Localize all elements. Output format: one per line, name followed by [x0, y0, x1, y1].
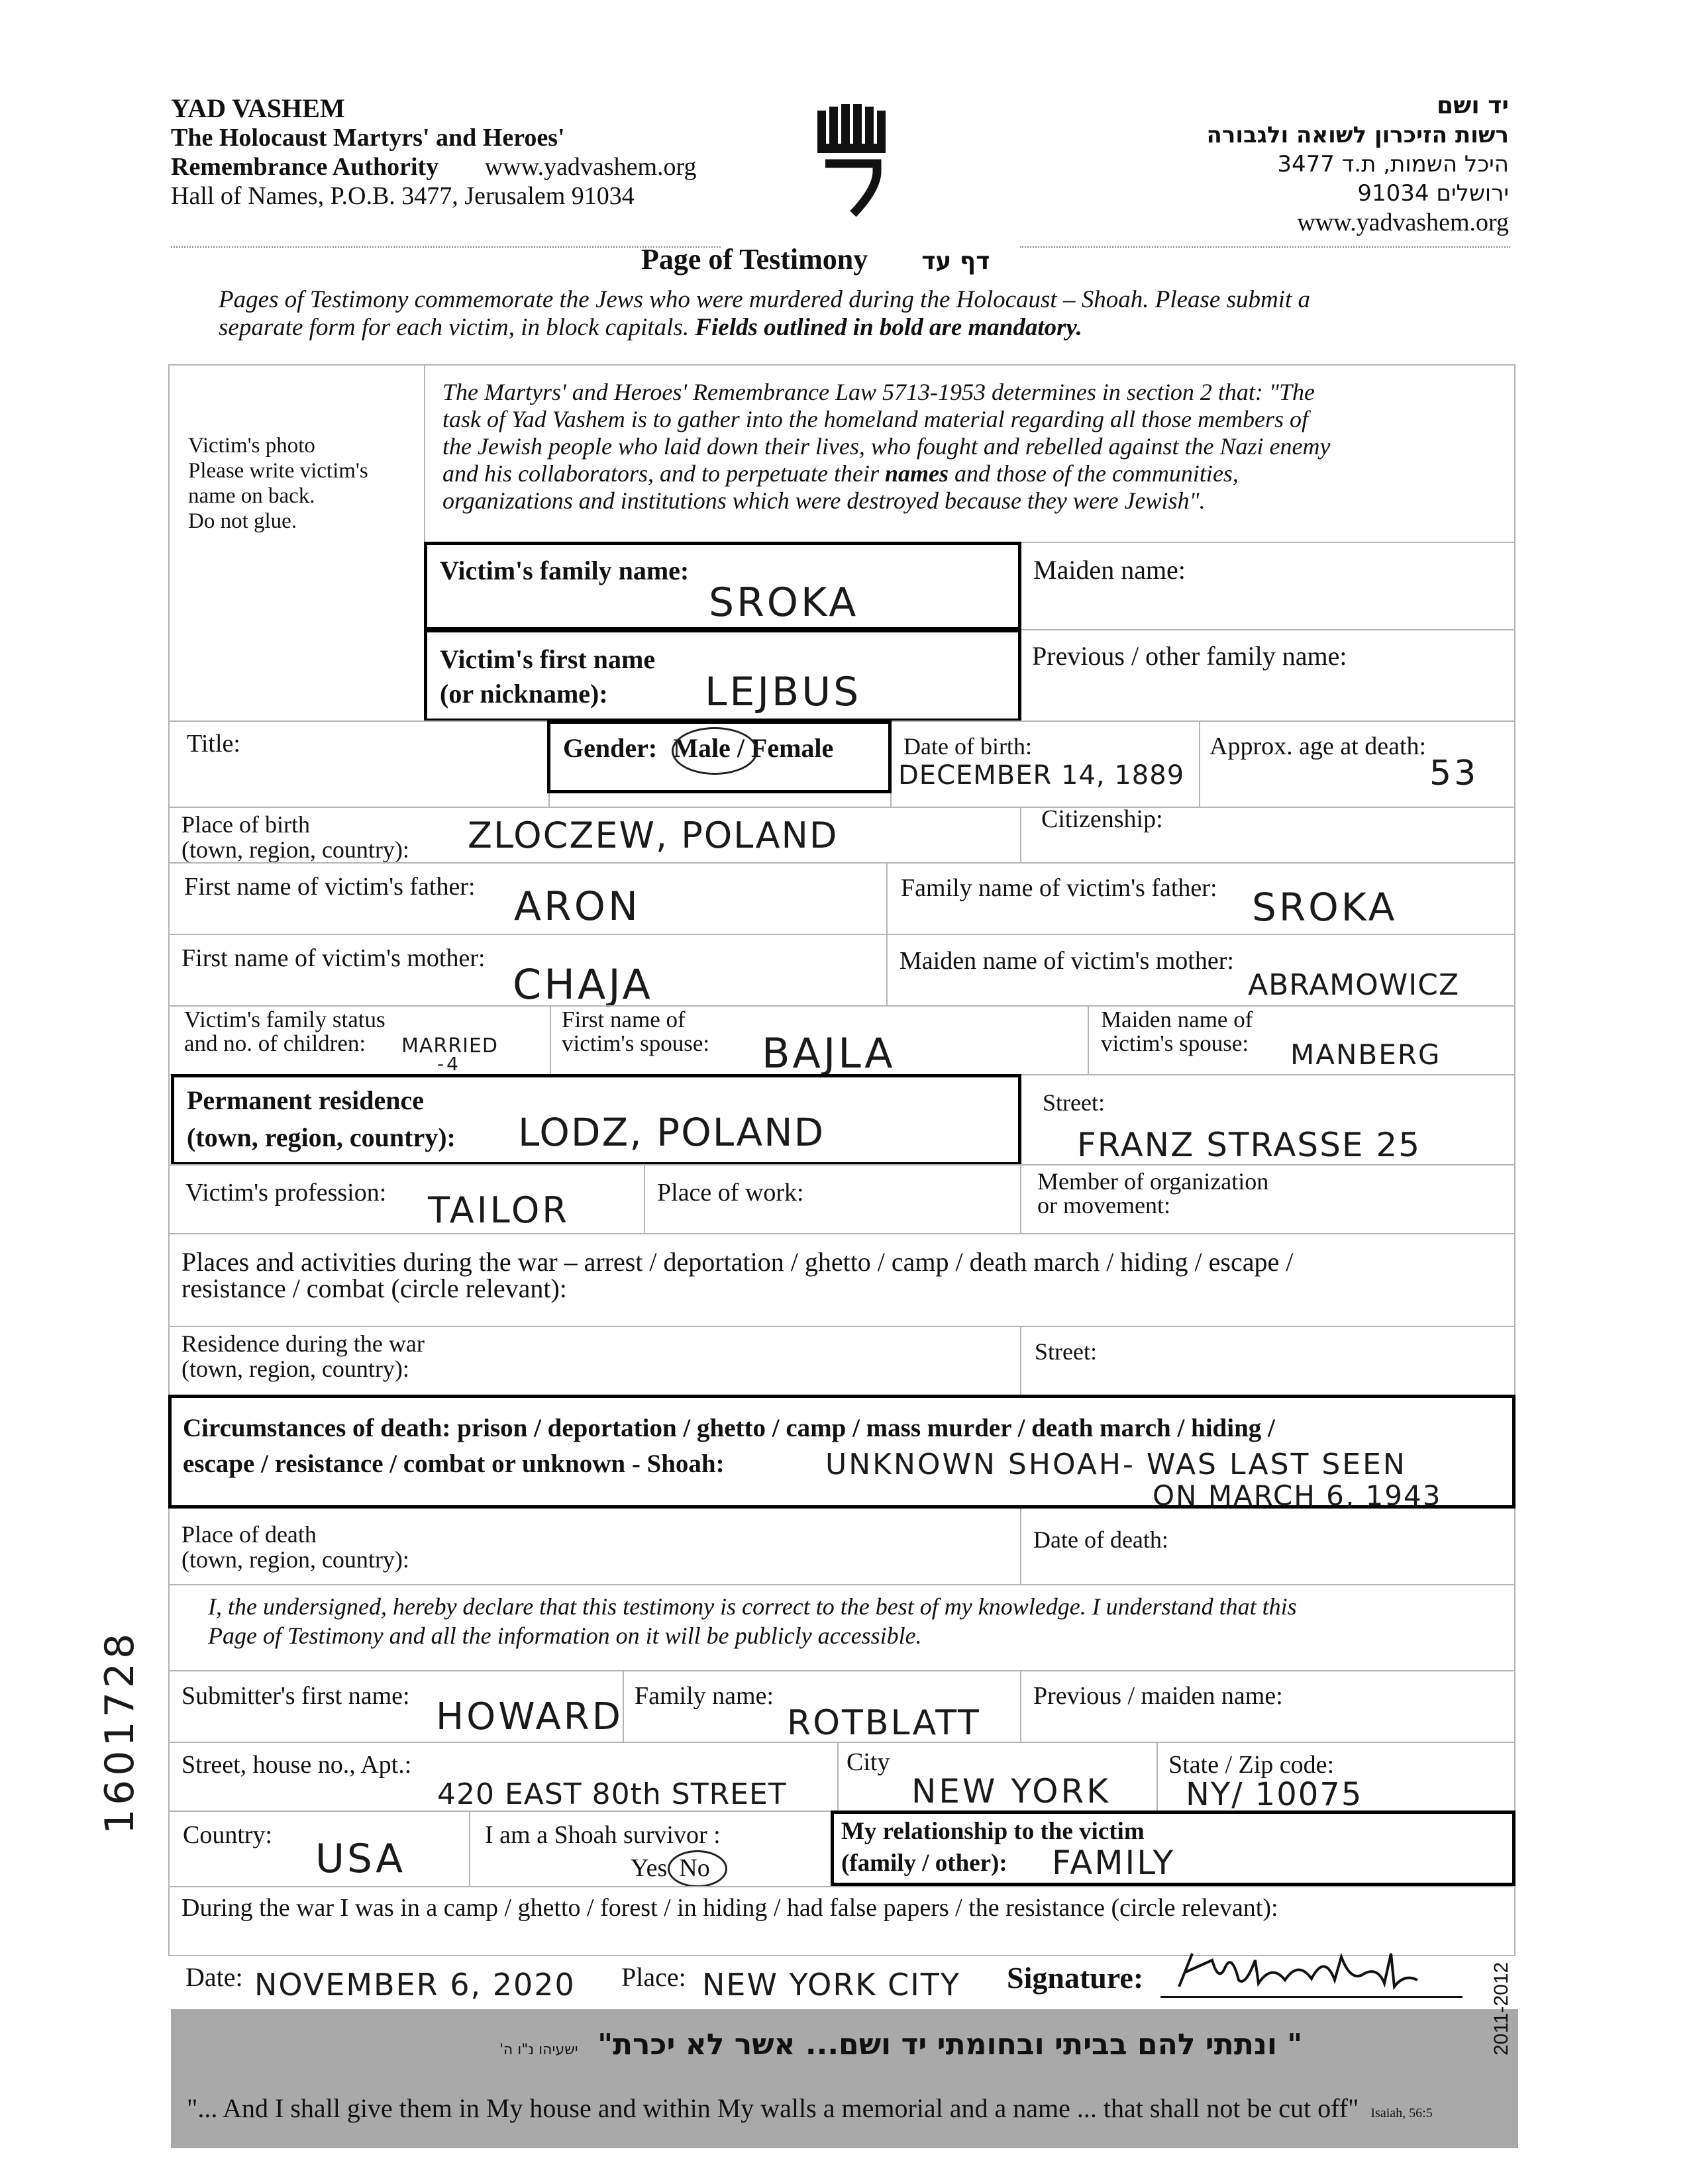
submitter-state-label: State / Zip code: — [1168, 1751, 1335, 1779]
en-quote-text: "... And I shall give them in My house and within My walls a memorial and a name ... that shall not be cut off" — [187, 2093, 1359, 2123]
yad-vashem-menorah-logo — [813, 103, 893, 219]
residence-label-1: Permanent residence — [187, 1085, 425, 1115]
law-line-2: task of Yad Vashem is to gather into the homeland material regarding all those members of — [442, 406, 1308, 432]
survivor-no-circle — [668, 1850, 727, 1887]
date-label: Date: — [185, 1962, 243, 1992]
pob-label-1: Place of birth — [181, 811, 310, 838]
header-divider-left — [171, 246, 721, 248]
first-name-label — [440, 642, 655, 711]
org-website: www.yadvashem.org — [484, 153, 697, 181]
war-places-label — [181, 1249, 1293, 1302]
declaration-text — [208, 1592, 1297, 1650]
en-quote — [187, 2093, 1433, 2124]
org-line-3: Remembrance Authority — [171, 153, 439, 181]
residence-label-2: (town, region, country): — [187, 1122, 456, 1152]
spouse-first-label-2: victim's spouse: — [562, 1030, 710, 1056]
footer-fields — [185, 1961, 243, 1993]
circumstances-label-2: escape / resistance / combat or unknown - Shoah: — [183, 1450, 725, 1478]
circumstances-label-1: Circumstances of death: prison / deportation / ghetto / camp / mass murder / death march / hiding / — [183, 1414, 1275, 1442]
gender-label: Gender: — [563, 733, 658, 763]
status-label-2: and no. of children: — [184, 1030, 366, 1056]
age-value: 53 — [1429, 754, 1479, 793]
org-name: YAD VASHEM — [171, 93, 345, 123]
submitter-country-label: Country: — [183, 1821, 273, 1849]
signature-label: Signature: — [1007, 1961, 1144, 1995]
war-places-label-2: resistance / combat (circle relevant): — [181, 1273, 567, 1303]
submitter-state-value: NY/ 10075 — [1186, 1776, 1363, 1813]
pob-label — [181, 812, 409, 862]
photo-box[interactable] — [188, 433, 368, 534]
org-line-2: The Holocaust Martyrs' and Heroes' — [171, 124, 565, 152]
submitter-family-label: Family name: — [635, 1682, 774, 1710]
date-value: NOVEMBER 6, 2020 — [254, 1967, 576, 2003]
heb-org-line-3: היכל השמות, ת.ד 3477 — [1277, 151, 1509, 177]
survivor-no-option[interactable]: No — [679, 1854, 710, 1882]
children-value: -4 — [437, 1053, 461, 1075]
father-first-label: First name of victim's father: — [184, 873, 476, 901]
relationship-label-2: (family / other): — [841, 1850, 1007, 1877]
law-line-3: the Jewish people who laid down their lives, who fought and rebelled against the Nazi enemy — [442, 433, 1331, 460]
dob-label: Date of birth: — [903, 733, 1032, 760]
profession-value: TAILOR — [428, 1189, 570, 1231]
war-places-label-1: Places and activities during the war – arrest / deportation / ghetto / camp / death march / hiding / escape / — [181, 1247, 1294, 1277]
street-value: FRANZ STRASSE 25 — [1077, 1126, 1421, 1164]
law-text — [442, 379, 1331, 515]
photo-label-4: Do not glue. — [188, 509, 297, 533]
status-label-1: Victim's family status — [184, 1007, 386, 1032]
spouse-first-label-1: First name of — [562, 1007, 686, 1032]
heb-website: www.yadvashem.org — [1297, 209, 1509, 236]
circumstances-value-2: ON MARCH 6, 1943 — [1153, 1479, 1442, 1512]
spouse-maiden-value: MANBERG — [1290, 1038, 1441, 1071]
citizenship-label: Citizenship: — [1041, 805, 1163, 833]
page-title-en: Page of Testimony — [641, 243, 868, 275]
org-header-left — [171, 94, 696, 211]
father-family-label: Family name of victim's father: — [901, 874, 1217, 902]
gender-male-circle — [672, 727, 758, 775]
intro-line-2: separate form for each victim, in block capitals. — [219, 314, 695, 341]
relationship-label-1: My relationship to the victim — [841, 1818, 1145, 1845]
submitter-camp-label: During the war I was in a camp / ghetto / forest / in hiding / had false papers / the resistance (circle relevant): — [181, 1894, 1278, 1922]
workplace-label: Place of work: — [657, 1179, 804, 1207]
intro-line-1: Pages of Testimony commemorate the Jews who were murdered during the Holocaust – Shoah. Please submit a — [219, 286, 1311, 313]
status-value: MARRIED — [401, 1034, 498, 1058]
org-address: Hall of Names, P.O.B. 3477, Jerusalem 91034 — [171, 182, 635, 210]
margin-number: 1601728 — [97, 1629, 143, 1834]
declaration-line-2: Page of Testimony and all the information on it will be publicly accessible. — [208, 1622, 922, 1649]
place-value: NEW YORK CITY — [702, 1967, 961, 2003]
spouse-maiden-label-1: Maiden name of — [1101, 1007, 1253, 1032]
heb-org-line-4: ירושלים 91034 — [1357, 180, 1509, 207]
submitter-street-value: 420 EAST 80th STREET — [437, 1777, 787, 1811]
war-residence-label-1: Residence during the war — [181, 1330, 425, 1357]
form-year: 2011-2012 — [1490, 1961, 1512, 2056]
first-name-label-2: (or nickname): — [440, 679, 608, 709]
law-line-4a: and his collaborators, and to perpetuate their — [442, 460, 885, 487]
submitter-street-label: Street, house no., Apt.: — [181, 1751, 412, 1779]
residence-label — [187, 1082, 456, 1156]
residence-value: LODZ, POLAND — [518, 1110, 825, 1155]
en-quote-cite: Isaiah, 56:5 — [1370, 2106, 1433, 2120]
photo-label-2: Please write victim's — [188, 459, 368, 483]
page-title — [641, 242, 990, 276]
title-label: Title: — [187, 730, 240, 758]
father-family-value: SROKA — [1252, 885, 1398, 930]
law-line-1: The Martyrs' and Heroes' Remembrance Law 5713-1953 determines in section 2 that: "The — [442, 379, 1315, 405]
dob-value: DECEMBER 14, 1889 — [898, 760, 1185, 791]
mandatory-note: Fields outlined in bold are mandatory. — [695, 314, 1082, 341]
survivor-label: I am a Shoah survivor : — [485, 1821, 721, 1849]
relationship-value: FAMILY — [1052, 1844, 1176, 1882]
intro-text — [219, 286, 1310, 342]
law-line-4b: names — [884, 460, 949, 487]
submitter-city-label: City — [847, 1748, 890, 1776]
pod-label-2: (town, region, country): — [181, 1546, 409, 1573]
mother-maiden-label: Maiden name of victim's mother: — [900, 947, 1234, 975]
org-header-right — [1206, 91, 1509, 237]
street-label: Street: — [1043, 1089, 1105, 1116]
mother-maiden-value: ABRAMOWICZ — [1248, 968, 1460, 1002]
previous-name-label: Previous / other family name: — [1032, 641, 1347, 671]
war-residence-label — [181, 1331, 425, 1381]
submitter-first-label: Submitter's first name: — [181, 1682, 410, 1710]
family-name-value: SROKA — [709, 579, 859, 626]
father-first-value: ARON — [514, 883, 641, 930]
survivor-yes-option[interactable]: Yes — [631, 1854, 668, 1882]
photo-label-3: name on back. — [188, 484, 315, 508]
pob-label-2: (town, region, country): — [181, 836, 409, 863]
submitter-family-value: ROTBLATT — [787, 1703, 981, 1743]
spouse-maiden-label — [1101, 1008, 1253, 1056]
gender-male-option[interactable]: Male — [673, 733, 731, 763]
submitter-city-value: NEW YORK — [911, 1772, 1111, 1811]
heb-org-name: יד ושם — [1436, 92, 1509, 119]
submitter-prev-label: Previous / maiden name: — [1033, 1682, 1283, 1710]
spouse-first-label — [562, 1008, 709, 1056]
member-label-2: or movement: — [1037, 1192, 1170, 1218]
mother-first-label: First name of victim's mother: — [181, 944, 486, 972]
dod-label: Date of death: — [1033, 1526, 1168, 1553]
place-label: Place: — [621, 1962, 686, 1992]
submitter-first-value: HOWARD — [436, 1695, 623, 1738]
header-divider-right — [1020, 246, 1510, 248]
signature-image — [1172, 1947, 1424, 2000]
declaration-line-1: I, the undersigned, hereby declare that this testimony is correct to the best of my knowledge. I understand that this — [208, 1593, 1297, 1620]
photo-label-1: Victim's photo — [188, 434, 315, 458]
heb-quote — [411, 2028, 1391, 2061]
spouse-maiden-label-2: victim's spouse: — [1101, 1030, 1249, 1056]
profession-label: Victim's profession: — [185, 1179, 387, 1207]
member-label — [1037, 1169, 1268, 1217]
pod-label — [181, 1522, 409, 1572]
heb-org-line-2: רשות הזיכרון לשואה ולגבורה — [1206, 122, 1509, 148]
gender-female-option[interactable]: / Female — [737, 733, 834, 763]
law-line-4c: and those of the communities, — [948, 460, 1239, 487]
status-label — [184, 1008, 386, 1056]
heb-quote-cite: ישעיהו נ"ו ה' — [499, 2042, 578, 2058]
pod-label-1: Place of death — [181, 1521, 317, 1548]
member-label-1: Member of organization — [1037, 1168, 1269, 1195]
first-name-label-1: Victim's first name — [440, 644, 656, 674]
submitter-country-value: USA — [315, 1836, 406, 1882]
circumstances-value-1: UNKNOWN SHOAH- WAS LAST SEEN — [825, 1448, 1407, 1481]
spouse-first-value: BAJLA — [762, 1029, 896, 1077]
law-line-5: organizations and institutions which were destroyed because they were Jewish". — [442, 487, 1206, 514]
family-name-label: Victim's family name: — [440, 556, 690, 585]
heb-quote-text: " ונתתי להם בביתי ובחומתי יד ושם... אשר לא יכרת" — [597, 2028, 1303, 2061]
age-label: Approx. age at death: — [1209, 732, 1427, 760]
pob-value: ZLOCZEW, POLAND — [468, 815, 839, 856]
mother-first-value: CHAJA — [513, 960, 653, 1009]
maiden-name-label: Maiden name: — [1033, 555, 1186, 585]
war-street-label: Street: — [1035, 1338, 1097, 1365]
page-title-he: דף עד — [921, 248, 990, 275]
first-name-value: LEJBUS — [705, 669, 862, 715]
war-residence-label-2: (town, region, country): — [181, 1356, 409, 1382]
